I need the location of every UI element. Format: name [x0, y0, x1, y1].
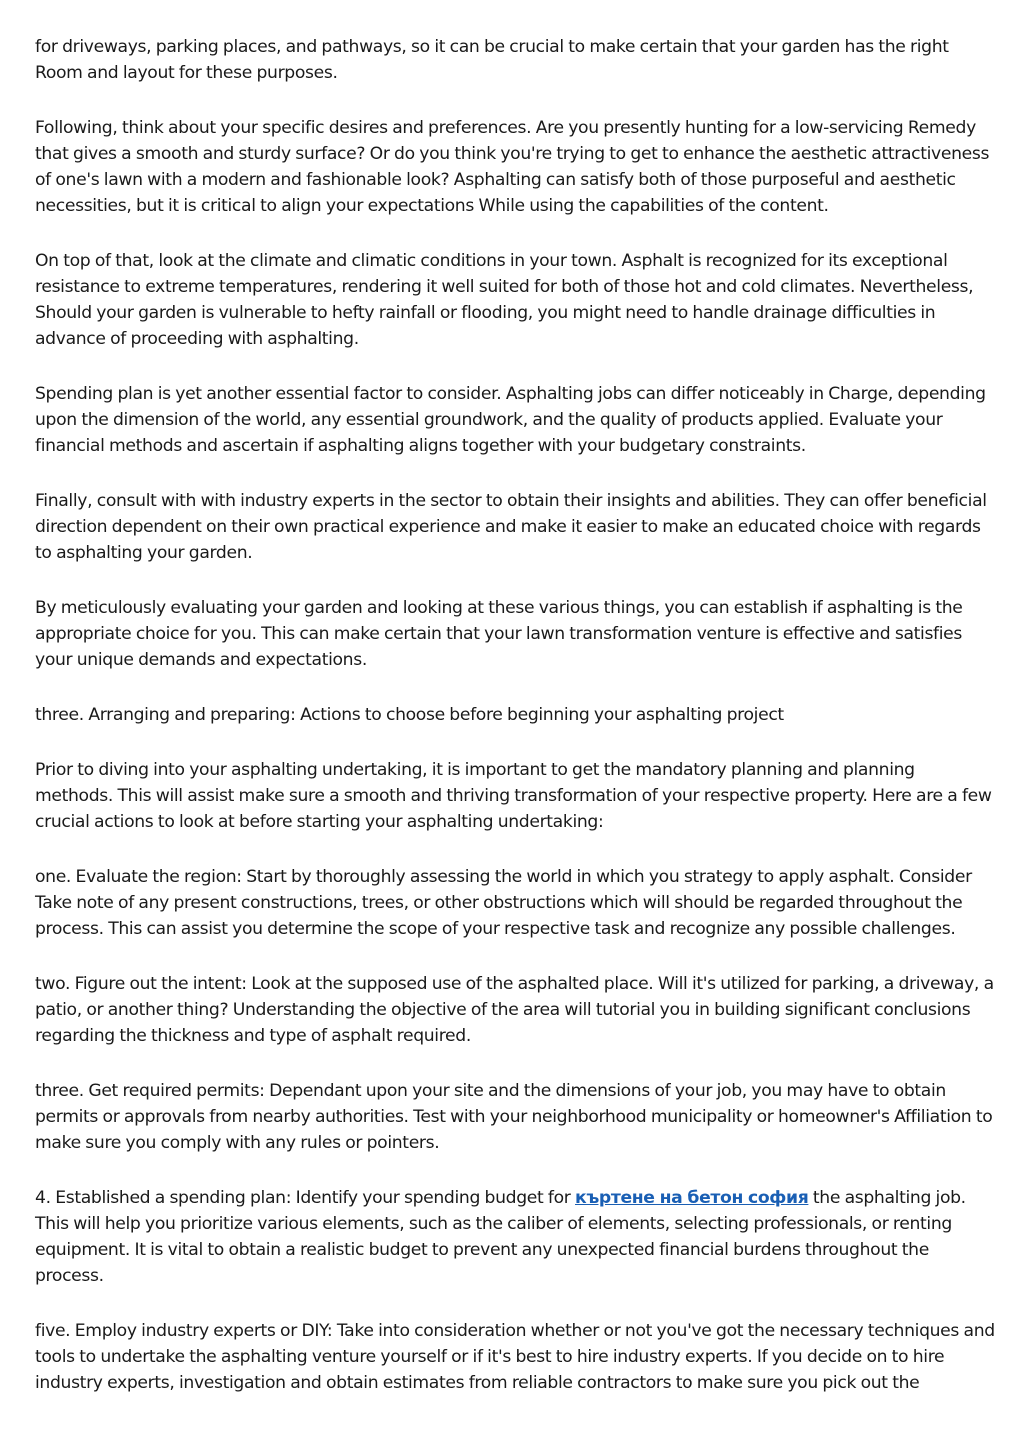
list-item-evaluate-region: one. Evaluate the region: Start by thoroughly assessing the world in which you strategy to apply asphalt. Consider Take note of any present constructions, trees, or other obstructions which will should be regarded throughout the process. This can assist you determine the scope of your respective task and recognize any possible challenges. — [35, 867, 972, 939]
section-heading-arranging: three. Arranging and preparing: Actions to choose before beginning your asphalting project — [35, 705, 784, 725]
paragraph-evaluate-garden: By meticulously evaluating your garden and looking at these various things, you can establish if asphalting is the appropriate choice for you. This can make certain that your lawn transformation venture is effective and satisfies your unique demands and expectations. — [35, 598, 963, 670]
paragraph-garden-space: for driveways, parking places, and pathways, so it can be crucial to make certain that your garden has the right Room and layout for these purposes. — [35, 37, 949, 83]
document-body — [35, 34, 995, 1425]
paragraph-consult-experts: Finally, consult with with industry experts in the sector to obtain their insights and abilities. They can offer beneficial direction dependent on their own practical experience and make it easier to make an educated choice with regards to asphalting your garden. — [35, 491, 987, 563]
paragraph-desires-preferences: Following, think about your specific desires and preferences. Are you presently hunting for a low-servicing Remedy that gives a smooth and sturdy surface? Or do you think you're trying to get to enhance the aesthetic attractiveness of one's lawn with a modern and fashionable look? Asphalting can satisfy both of those purposeful and aesthetic necessities, but it is critical to align your expectations While using the capabilities of the content. — [35, 118, 990, 216]
concrete-demolition-link[interactable]: къртене на бетон софия — [575, 1188, 809, 1208]
list-item-permits: three. Get required permits: Dependant upon your site and the dimensions of your job, you may have to obtain permits or approvals from nearby authorities. Test with your neighborhood municipality or homeowner's Affiliation to make sure you comply with any rules or pointers. — [35, 1081, 993, 1153]
list-item-budget — [35, 1185, 995, 1289]
list-item-figure-intent: two. Figure out the intent: Look at the supposed use of the asphalted place. Will it's utilized for parking, a driveway, a patio, or another thing? Understanding the objective of the area will tutorial you in building significant conclusions regarding the thickness and type of asphalt required. — [35, 974, 994, 1046]
paragraph-spending-plan: Spending plan is yet another essential factor to consider. Asphalting jobs can differ noticeably in Charge, depending upon the dimension of the world, any essential groundwork, and the quality of products applied. Evaluate your financial methods and ascertain if asphalting aligns together with your budgetary constraints. — [35, 384, 986, 456]
list-item-employ-experts: five. Employ industry experts or DIY: Take into consideration whether or not you've got the necessary techniques and tools to undertake the asphalting venture yourself or if it's best to hire industry experts. If you decide on to hire industry experts, investigation and obtain estimates from reliable contractors to make sure you pick out the — [35, 1321, 995, 1393]
budget-text-before: 4. Established a spending plan: Identify your spending budget for — [35, 1188, 575, 1208]
budget-text-after: the asphalting job. This will help you prioritize various elements, such as the caliber of elements, selecting professionals, or renting equipment. It is vital to obtain a realistic budget to prevent any unexpected financial burdens throughout the process. — [35, 1188, 966, 1286]
paragraph-climate: On top of that, look at the climate and climatic conditions in your town. Asphalt is recognized for its exceptional resistance to extreme temperatures, rendering it well suited for both of those hot and cold climates. Nevertheless, Should your garden is vulnerable to hefty rainfall or flooding, you might need to handle drainage difficulties in advance of proceeding with asphalting. — [35, 251, 974, 349]
paragraph-prior-planning: Prior to diving into your asphalting undertaking, it is important to get the mandatory planning and planning methods. This will assist make sure a smooth and thriving transformation of your respective property. Here are a few crucial actions to look at before starting your asphalting undertaking: — [35, 760, 992, 832]
